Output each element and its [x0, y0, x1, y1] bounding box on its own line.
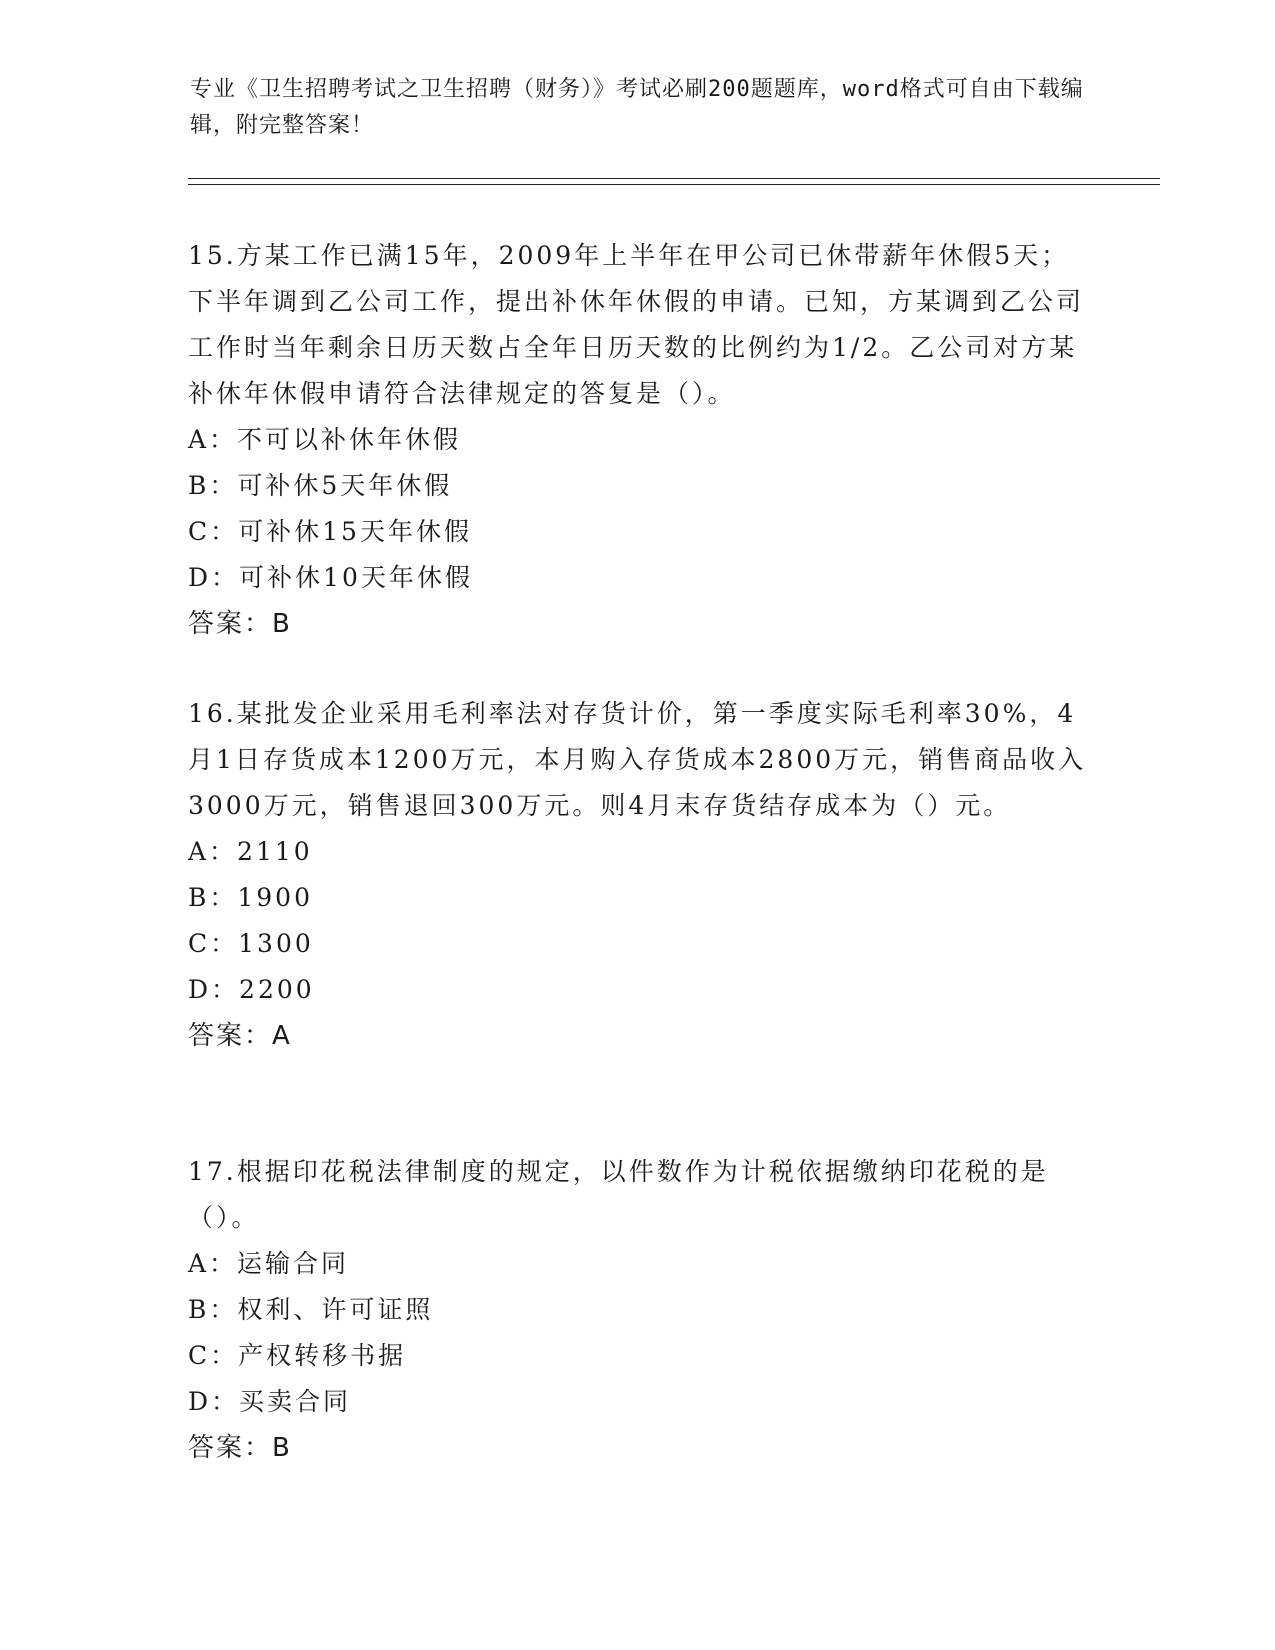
question-16 [188, 691, 1088, 1059]
option-c: C：产权转移书据 [188, 1341, 407, 1370]
answer-label: 答案：A [188, 1021, 292, 1051]
question-17 [188, 1149, 1088, 1471]
option-b: B：1900 [188, 883, 313, 912]
option-b: B：可补休5天年休假 [188, 471, 453, 500]
question-15 [188, 233, 1088, 647]
question-stem: 17.根据印花税法律制度的规定，以件数作为计税依据缴纳印花税的是（）。 [188, 1157, 1049, 1232]
option-a: A：不可以补休年休假 [188, 425, 462, 454]
option-a: A：2110 [188, 837, 313, 866]
answer-label: 答案：B [188, 1433, 292, 1463]
document-header: 专业《卫生招聘考试之卫生招聘（财务）》考试必刷200题题库，word格式可自由下载编辑，附完整答案！ [190, 77, 1084, 138]
question-stem: 16.某批发企业采用毛利率法对存货计价，第一季度实际毛利率30%，4月1日存货成本1200万元，本月购入存货成本2800万元，销售商品收入3000万元，销售退回300万元。则4月末存货结存成本为（）元。 [188, 699, 1087, 820]
option-d: D：2200 [188, 975, 315, 1004]
option-d: D：买卖合同 [188, 1387, 352, 1416]
option-a: A：运输合同 [188, 1249, 350, 1278]
header-divider-bottom [188, 184, 1160, 185]
question-stem: 15.方某工作已满15年，2009年上半年在甲公司已休带薪年休假5天；下半年调到乙公司工作，提出补休年休假的申请。已知，方某调到乙公司工作时当年剩余日历天数占全年日历天数的比例约为1/2。乙公司对方某补休年休假申请符合法律规定的答复是（）。 [188, 241, 1085, 408]
option-b: B：权利、许可证照 [188, 1295, 434, 1324]
option-c: C：可补休15天年休假 [188, 517, 472, 546]
answer-label: 答案：B [188, 609, 292, 639]
option-c: C：1300 [188, 929, 314, 958]
option-d: D：可补休10天年休假 [188, 563, 473, 592]
header-divider-top [188, 178, 1160, 179]
